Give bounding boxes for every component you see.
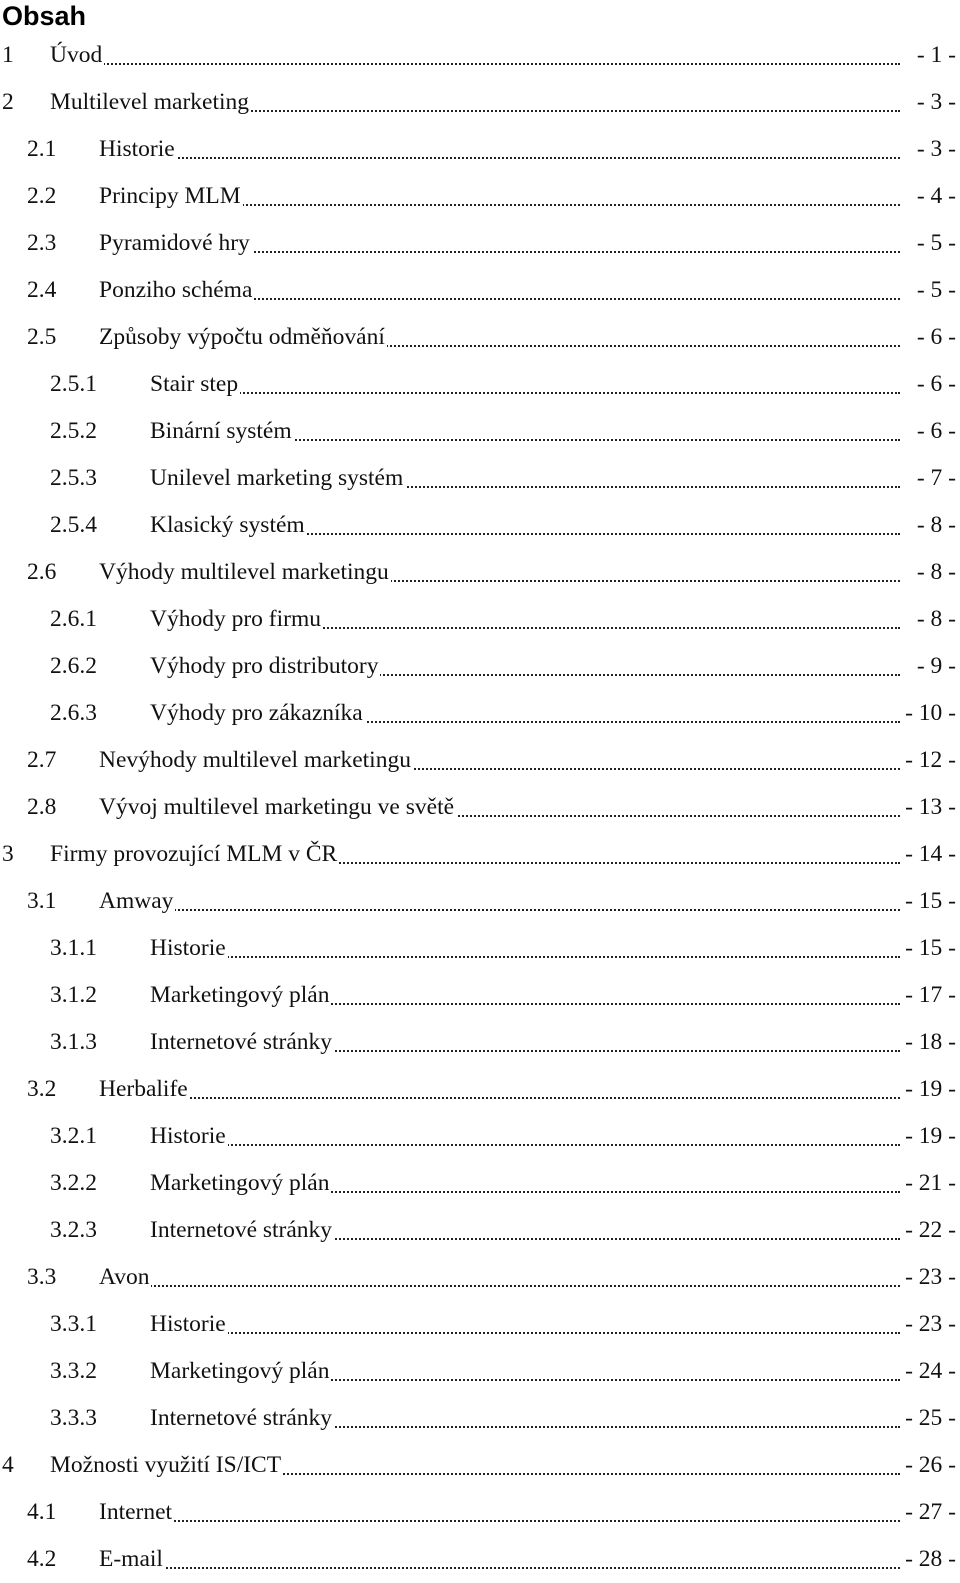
toc-entry-title[interactable]: Historie bbox=[150, 935, 226, 961]
toc-entry[interactable] bbox=[0, 784, 960, 831]
toc-entry-number: 2.4 bbox=[27, 277, 57, 303]
toc-entry-title[interactable]: Historie bbox=[99, 136, 175, 162]
toc-entry-page: - 1 - bbox=[916, 42, 956, 68]
toc-entry[interactable] bbox=[0, 1113, 960, 1160]
toc-entry-number: 3.3.3 bbox=[50, 1405, 97, 1431]
toc-entry[interactable] bbox=[0, 173, 960, 220]
toc-entry[interactable] bbox=[0, 32, 960, 79]
toc-entry-number: 3.2.1 bbox=[50, 1123, 97, 1149]
toc-entry-title[interactable]: E-mail bbox=[99, 1546, 163, 1572]
toc-entry[interactable] bbox=[0, 1395, 960, 1442]
toc-entry-title[interactable]: Principy MLM bbox=[99, 183, 241, 209]
toc-entry-title[interactable]: Úvod bbox=[50, 42, 103, 68]
toc-entry-number: 2.7 bbox=[27, 747, 57, 773]
toc-entry-number: 2.5.4 bbox=[50, 512, 97, 538]
toc-entry-page: - 6 - bbox=[916, 324, 956, 350]
toc-entry-number: 3.3.2 bbox=[50, 1358, 97, 1384]
toc-entry-title[interactable]: Klasický systém bbox=[150, 512, 305, 538]
toc-entry-number: 2 bbox=[2, 89, 14, 115]
toc-entry[interactable] bbox=[0, 126, 960, 173]
toc-entry-title[interactable]: Historie bbox=[150, 1311, 226, 1337]
toc-entry-title[interactable]: Avon bbox=[99, 1264, 150, 1290]
toc-entry-number: 3.1.1 bbox=[50, 935, 97, 961]
toc-entry-title[interactable]: Internet bbox=[99, 1499, 173, 1525]
toc-entry-page: - 6 - bbox=[916, 418, 956, 444]
toc-entry[interactable] bbox=[0, 643, 960, 690]
toc-entry-number: 2.6.2 bbox=[50, 653, 97, 679]
toc-entry-page: - 3 - bbox=[916, 136, 956, 162]
toc-entry-page: - 12 - bbox=[905, 747, 956, 773]
toc-entry-page: - 19 - bbox=[905, 1123, 956, 1149]
toc-entry-page: - 23 - bbox=[905, 1311, 956, 1337]
toc-entry-title[interactable]: Firmy provozující MLM v ČR bbox=[50, 841, 338, 867]
toc-entry-title[interactable]: Herbalife bbox=[99, 1076, 188, 1102]
toc-entry-title[interactable]: Marketingový plán bbox=[150, 1170, 330, 1196]
toc-entry-number: 4.1 bbox=[27, 1499, 57, 1525]
toc-entry-title[interactable]: Internetové stránky bbox=[150, 1405, 333, 1431]
toc-entry-title[interactable]: Internetové stránky bbox=[150, 1029, 333, 1055]
toc-entry[interactable] bbox=[0, 361, 960, 408]
toc-entry-title[interactable]: Amway bbox=[99, 888, 174, 914]
toc-entry-title[interactable]: Výhody pro distributory bbox=[150, 653, 379, 679]
toc-entry-title[interactable]: Výhody pro firmu bbox=[150, 606, 322, 632]
toc-entry-number: 3.2.3 bbox=[50, 1217, 97, 1243]
toc-entry[interactable] bbox=[0, 314, 960, 361]
toc-entry-number: 3.3 bbox=[27, 1264, 57, 1290]
toc-entry[interactable] bbox=[0, 267, 960, 314]
toc-entry[interactable] bbox=[0, 455, 960, 502]
toc-entry-title[interactable]: Marketingový plán bbox=[150, 1358, 330, 1384]
toc-entry[interactable] bbox=[0, 972, 960, 1019]
toc-entry[interactable] bbox=[0, 1019, 960, 1066]
toc-entry-page: - 15 - bbox=[905, 888, 956, 914]
toc-entry-page: - 25 - bbox=[905, 1405, 956, 1431]
toc-entry[interactable] bbox=[0, 1301, 960, 1348]
dot-leader bbox=[52, 63, 900, 65]
toc-entry-number: 3 bbox=[2, 841, 14, 867]
dot-leader bbox=[152, 1332, 900, 1334]
toc-entry[interactable] bbox=[0, 79, 960, 126]
toc-entry-number: 2.6 bbox=[27, 559, 57, 585]
toc-entry[interactable] bbox=[0, 925, 960, 972]
toc-entry-page: - 18 - bbox=[905, 1029, 956, 1055]
toc-entry-number: 4.2 bbox=[27, 1546, 57, 1572]
toc-entry-number: 2.5.1 bbox=[50, 371, 97, 397]
toc-entry[interactable] bbox=[0, 690, 960, 737]
toc-entry-number: 2.2 bbox=[27, 183, 57, 209]
table-of-contents bbox=[0, 32, 960, 1583]
toc-entry-title[interactable]: Vývoj multilevel marketingu ve světě bbox=[99, 794, 455, 820]
toc-entry[interactable] bbox=[0, 220, 960, 267]
toc-entry-title[interactable]: Marketingový plán bbox=[150, 982, 330, 1008]
toc-entry-page: - 4 - bbox=[916, 183, 956, 209]
toc-entry-page: - 24 - bbox=[905, 1358, 956, 1384]
dot-leader bbox=[101, 1097, 900, 1099]
toc-entry-number: 3.2 bbox=[27, 1076, 57, 1102]
toc-entry-page: - 26 - bbox=[905, 1452, 956, 1478]
toc-entry-number: 2.6.3 bbox=[50, 700, 97, 726]
toc-entry[interactable] bbox=[0, 1207, 960, 1254]
dot-leader bbox=[152, 392, 900, 394]
toc-entry-number: 2.6.1 bbox=[50, 606, 97, 632]
toc-entry-title[interactable]: Nevýhody multilevel marketingu bbox=[99, 747, 411, 773]
toc-entry-number: 3.1.2 bbox=[50, 982, 97, 1008]
toc-entry-title[interactable]: Pyramidové hry bbox=[99, 230, 250, 256]
toc-entry-page: - 21 - bbox=[905, 1170, 956, 1196]
toc-entry-number: 2.5.2 bbox=[50, 418, 97, 444]
toc-entry-title[interactable]: Výhody pro zákazníka bbox=[150, 700, 363, 726]
toc-entry-number: 4 bbox=[2, 1452, 14, 1478]
toc-entry[interactable] bbox=[0, 878, 960, 925]
toc-entry-page: - 8 - bbox=[916, 606, 956, 632]
toc-entry[interactable] bbox=[0, 1536, 960, 1583]
dot-leader bbox=[101, 1520, 900, 1522]
toc-entry-number: 1 bbox=[2, 42, 14, 68]
toc-entry-number: 2.1 bbox=[27, 136, 57, 162]
toc-entry-number: 2.8 bbox=[27, 794, 57, 820]
toc-entry-page: - 14 - bbox=[905, 841, 956, 867]
toc-entry-page: - 23 - bbox=[905, 1264, 956, 1290]
toc-entry-title[interactable]: Možnosti využití IS/ICT bbox=[50, 1452, 282, 1478]
toc-entry-page: - 7 - bbox=[916, 465, 956, 491]
toc-entry-title[interactable]: Historie bbox=[150, 1123, 226, 1149]
toc-entry-page: - 3 - bbox=[916, 89, 956, 115]
toc-entry-page: - 15 - bbox=[905, 935, 956, 961]
dot-leader bbox=[101, 1567, 900, 1569]
toc-entry-page: - 6 - bbox=[916, 371, 956, 397]
dot-leader bbox=[101, 909, 900, 911]
dot-leader bbox=[101, 157, 900, 159]
toc-entry-page: - 27 - bbox=[905, 1499, 956, 1525]
toc-entry[interactable] bbox=[0, 737, 960, 784]
toc-entry-page: - 13 - bbox=[905, 794, 956, 820]
toc-entry[interactable] bbox=[0, 596, 960, 643]
toc-entry-page: - 8 - bbox=[916, 559, 956, 585]
toc-entry[interactable] bbox=[0, 1066, 960, 1113]
toc-entry-page: - 9 - bbox=[916, 653, 956, 679]
dot-leader bbox=[152, 956, 900, 958]
toc-entry-number: 3.1 bbox=[27, 888, 57, 914]
toc-heading: Obsah bbox=[2, 1, 87, 31]
toc-entry-title[interactable]: Binární systém bbox=[150, 418, 292, 444]
toc-entry-title[interactable]: Výhody multilevel marketingu bbox=[99, 559, 389, 585]
toc-entry-title[interactable]: Multilevel marketing bbox=[50, 89, 250, 115]
toc-entry[interactable] bbox=[0, 831, 960, 878]
toc-entry-title[interactable]: Stair step bbox=[150, 371, 239, 397]
toc-entry-page: - 19 - bbox=[905, 1076, 956, 1102]
toc-entry[interactable] bbox=[0, 549, 960, 596]
toc-entry-number: 2.5.3 bbox=[50, 465, 97, 491]
toc-entry[interactable] bbox=[0, 1489, 960, 1536]
toc-entry-title[interactable]: Unilevel marketing systém bbox=[150, 465, 404, 491]
toc-entry-number: 3.2.2 bbox=[50, 1170, 97, 1196]
toc-entry-title[interactable]: Způsoby výpočtu odměňování bbox=[99, 324, 385, 350]
toc-entry-page: - 22 - bbox=[905, 1217, 956, 1243]
toc-entry-number: 3.3.1 bbox=[50, 1311, 97, 1337]
toc-entry-page: - 5 - bbox=[916, 277, 956, 303]
toc-entry[interactable] bbox=[0, 1254, 960, 1301]
dot-leader bbox=[101, 1285, 900, 1287]
toc-entry-number: 3.1.3 bbox=[50, 1029, 97, 1055]
toc-entry[interactable] bbox=[0, 408, 960, 455]
toc-entry-page: - 28 - bbox=[905, 1546, 956, 1572]
toc-entry[interactable] bbox=[0, 1160, 960, 1207]
toc-entry[interactable] bbox=[0, 502, 960, 549]
toc-entry-title[interactable]: Internetové stránky bbox=[150, 1217, 333, 1243]
toc-entry-page: - 10 - bbox=[905, 700, 956, 726]
toc-entry-title[interactable]: Ponziho schéma bbox=[99, 277, 253, 303]
dot-leader bbox=[152, 1144, 900, 1146]
toc-entry[interactable] bbox=[0, 1442, 960, 1489]
toc-entry-page: - 17 - bbox=[905, 982, 956, 1008]
toc-entry-page: - 5 - bbox=[916, 230, 956, 256]
toc-entry-number: 2.3 bbox=[27, 230, 57, 256]
toc-entry[interactable] bbox=[0, 1348, 960, 1395]
toc-entry-page: - 8 - bbox=[916, 512, 956, 538]
toc-entry-number: 2.5 bbox=[27, 324, 57, 350]
